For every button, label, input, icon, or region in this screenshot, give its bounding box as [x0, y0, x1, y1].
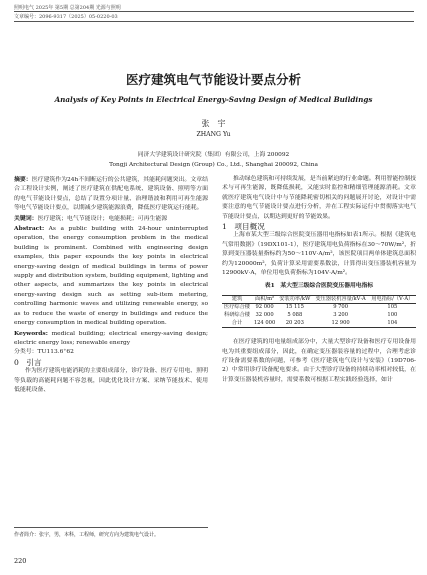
keywords-en-label: Keywords: — [14, 329, 48, 337]
table-cell: 医疗综合楼 — [224, 304, 250, 311]
data-table — [222, 295, 416, 328]
table-cell: 100 — [387, 312, 398, 319]
table-cell: 5 088 — [287, 312, 303, 319]
table-cell: 92 000 — [255, 304, 274, 311]
table-cell: 105 — [387, 304, 398, 311]
table-row — [222, 320, 416, 328]
author-cn: 张 宇 — [201, 119, 226, 128]
affiliation-en: Tongji Architectural Design (Group) Co., Ltd., Shanghai 200092, China — [109, 162, 318, 168]
table-cell: 12 900 — [331, 319, 350, 326]
keywords-en — [14, 329, 208, 349]
section-1-heading: 1 项目概况 — [222, 222, 265, 232]
table-header-row — [222, 295, 416, 304]
section-1-paragraph-2: 在医疗建筑的用电量组成部分中，大量大型诊疗设备和医疗专用设备用电为其重要组成部分，因此，在确定变压器装容量的过程中，合理考虑诊疗设备需要系数的问题，可参考《医疗建筑电气设计与安装》（19D706-2）中常用诊疗设备配电要求。由于大型诊疗设备的持续功率相对较低，在计算变压器装机容量时，需要系数可根据工程实践经验选择，如计 — [222, 339, 416, 383]
table-header-cell: 用电指标/（V·A） — [371, 295, 414, 302]
table-header-cell: 建筑 — [231, 295, 243, 302]
category: 分类号：TU113.6⁺62 — [14, 349, 74, 356]
table-header-cell: 安装功率/kW — [279, 295, 311, 302]
abstract-cn-label: 摘要： — [14, 176, 32, 183]
keywords-cn — [14, 214, 208, 224]
section-1-paragraph: 上海市某大型三级综合医院变压器用电指标如表1所示。根据《建筑电气常用数据》（19DX101-1），医疗建筑用电负荷指标在30～70W/m²，折算到变压器装量指标约为50～110V·A/m²，该医院项目两单体建筑总面积约为120000m²，负荷计算采用需要系数法，计算得出变压器装机容量为12900kV·A，单位用电负荷指标为104V·A/m²。 — [222, 232, 416, 277]
table-header-cell: 变压器装机容量/kV·A — [315, 295, 366, 302]
author-en: ZHANG Yu — [196, 131, 231, 138]
table-cell: 9 700 — [333, 304, 349, 311]
table-cell: 科研综合楼 — [224, 312, 250, 319]
header-rule-2 — [14, 21, 414, 22]
table-cell: 104 — [387, 319, 398, 326]
right-column — [222, 175, 416, 385]
table-cell: 合计 — [231, 319, 243, 326]
table-cell: 32 000 — [255, 312, 274, 319]
title-cn: 医疗建筑电气节能设计要点分析 — [125, 72, 301, 87]
table-cell: 20 203 — [285, 319, 304, 326]
title-en: Analysis of Key Points in Electrical Energy-Saving Design of Medical Buildings — [54, 95, 373, 104]
abstract-cn — [14, 175, 208, 214]
keywords-cn-label: 关键词： — [14, 214, 38, 222]
abstract-en — [14, 224, 208, 328]
abstract-cn-text: 医疗建筑作为24h不间断运行的公共建筑，其能耗问题突出。文章结合工程设计实例，阐述了医疗建筑在供配电系统、建筑设备、照明等方面的电气节能设计要点，总结了设置分项计量、治理谐波和利用可再生能源等电气节能设计要点，以期减少建筑能源浪费，降低医疗建筑运行能耗。 — [14, 177, 208, 212]
intro-continued-paragraph: 推动绿色建筑和可持续发展，是当前紧迫的行业命题。利用智能控制技术与可再生能源，既降低损耗，又能实时监控和精细管理能源消耗。文章就医疗建筑电气设计中与节能降耗密切相关的问题展开讨论，对设计中需要注意的电气节能设计要点进行分析，并在工程实际运行中贯彻落实电气节能设计要点，以期达到更好的节能效果。 — [222, 176, 416, 220]
table-cell: 15 115 — [285, 304, 304, 311]
section-0-paragraph: 作为医疗建筑电能消耗的主要组成部分，诊疗设备、医疗专用电、照明等负载的高能耗问题不容忽视，因此优化设计方案、采纳节能技术、使用低能耗设备、 — [14, 368, 208, 393]
page-number: 220 — [14, 557, 27, 565]
table-row — [222, 304, 416, 312]
section-0-heading: 0 引言 — [14, 357, 42, 367]
table-cell: 3 200 — [333, 312, 349, 319]
keywords-cn-text: 医疗建筑；电气节能设计；电能损耗；可再生能源 — [37, 215, 168, 222]
abstract-en-label: Abstract: — [14, 225, 45, 233]
table-header-cell: 面积/m² — [255, 295, 275, 302]
header-rule — [14, 11, 414, 12]
left-column — [14, 175, 208, 395]
table-row — [222, 312, 416, 320]
article-info: 文章编号：2096-9317（2025）05-0220-03 — [14, 14, 118, 20]
running-header: 照明电气 2025年 第5期 总第204期 光源与照明 — [14, 5, 121, 11]
table-caption: 表1 某大型三级综合医院变压器用电指标 — [264, 283, 374, 290]
abstract-en-text: As a public building with 24-hour uninterrupted operation, the energy consumption problem in the medical building is prominent. Combined with engineering design examples, this paper expounds the key points in electrical energy-saving design of medical buildings in terms of power supply and distribution system, building equipment, lighting and other aspects, and summarizes the key points in electrical energy-saving design such as setting sub-item metering, controlling harmonic waves and utilizing renewable energy, so as to reduce the waste of energy in buildings and reduce the energy consumption in medical building operation. — [14, 226, 208, 327]
keywords-en-text: medical building; electrical energy-saving design; electric energy loss; renewable energy — [14, 330, 209, 346]
footnote: 作者简介：张宇，男，本科，工程师，研究方向为建筑电气设计。 — [14, 527, 208, 538]
affiliation-cn: 同济大学建筑设计研究院（集团）有限公司，上海 200092 — [137, 152, 290, 158]
table-cell: 124 000 — [253, 319, 276, 326]
